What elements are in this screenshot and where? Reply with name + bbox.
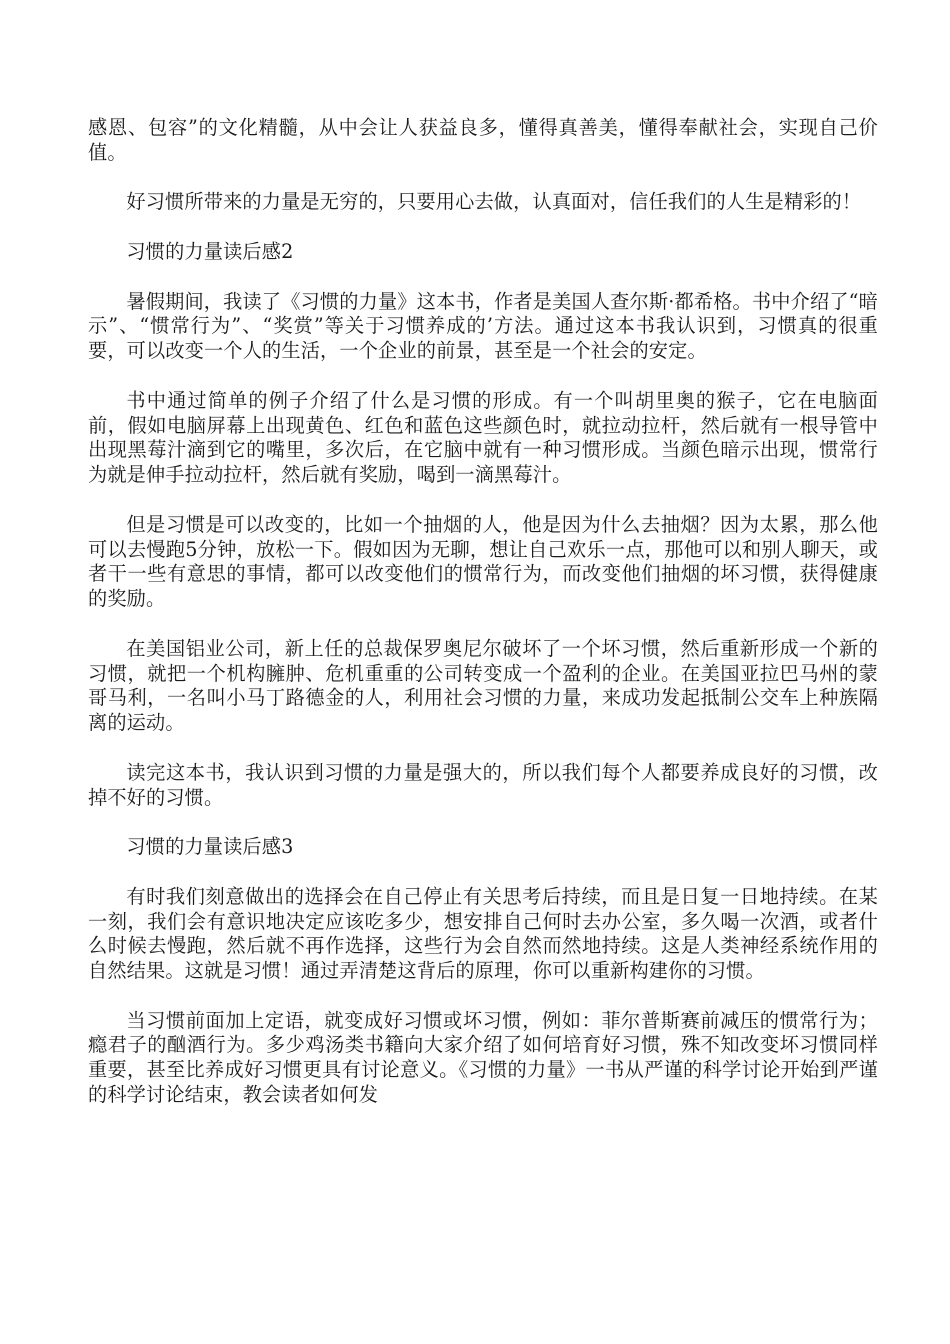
document-page xyxy=(88,116,878,1133)
paragraph-habit-power: 好习惯所带来的力量是无穷的，只要用心去做，认真面对，信任我们的人生是精彩的！ xyxy=(126,190,862,214)
paragraph-summer-reading: 暑假期间，我读了《习惯的力量》这本书，作者是美国人查尔斯·都希格。书中介绍了“暗示”、“惯常行为”、“奖赏”等关于习惯养成的’方法。通过这本书我认识到，习惯真的很重要，可以改变一个人的生活，一个企业的前景，甚至是一个社会的安定。 xyxy=(88,289,878,363)
section-heading-3: 习惯的力量读后感3 xyxy=(126,835,294,859)
paragraph-conscious-choice: 有时我们刻意做出的选择会在自己停止有关思考后持续，而且是日复一日地持续。在某一刻，我们会有意识地决定应该吃多少，想安排自己何时去办公室，多久喝一次酒，或者什么时候去慢跑，然后就不再作选择，这些行为会自然而然地持续。这是人类神经系统作用的自然结果。这就是习惯！通过弄清楚这背后的原理，你可以重新构建你的习惯。 xyxy=(88,884,878,983)
paragraph-conclusion: 读完这本书，我认识到习惯的力量是强大的，所以我们每个人都要养成良好的习惯，改掉不好的习惯。 xyxy=(88,760,878,809)
paragraph-alcoa-example: 在美国铝业公司，新上任的总裁保罗奥尼尔破坏了一个坏习惯，然后重新形成一个新的习惯，就把一个机构臃肿、危机重重的公司转变成一个盈利的企业。在美国亚拉巴马州的蒙哥马利，一名叫小马丁路德金的人，利用社会习惯的力量，来成功发起抵制公交车上种族隔离的运动。 xyxy=(88,636,878,735)
paragraph-good-bad-habits: 当习惯前面加上定语，就变成好习惯或坏习惯，例如：菲尔普斯赛前减压的惯常行为；瘾君子的酗酒行为。多少鸡汤类书籍向大家介绍了如何培育好习惯，殊不知改变坏习惯同样重要，甚至比养成好习惯更具有讨论意义。《习惯的力量》一书从严谨的科学讨论开始到严谨的科学讨论结束，教会读者如何发 xyxy=(88,1008,878,1107)
paragraph-change-habit: 但是习惯是可以改变的，比如一个抽烟的人，他是因为什么去抽烟？因为太累，那么他可以去慢跑5分钟，放松一下。假如因为无聊，想让自己欢乐一点，那他可以和别人聊天，或者干一些有意思的事情，都可以改变他们的惯常行为，而改变他们抽烟的坏习惯，获得健康的奖励。 xyxy=(88,512,878,611)
paragraph-continuation: 感恩、包容”的文化精髓，从中会让人获益良多，懂得真善美，懂得奉献社会，实现自己价值。 xyxy=(88,116,878,164)
paragraph-monkey-example: 书中通过简单的例子介绍了什么是习惯的形成。有一个叫胡里奥的猴子，它在电脑面前，假如电脑屏幕上出现黄色、红色和蓝色这些颜色时，就拉动拉杆，然后就有一根导管中出现黑莓汁滴到它的嘴里，多次后，在它脑中就有一种习惯形成。当颜色暗示出现，惯常行为就是伸手拉动拉杆，然后就有奖励，喝到一滴黑莓汁。 xyxy=(88,388,878,487)
section-heading-2: 习惯的力量读后感2 xyxy=(126,239,294,263)
